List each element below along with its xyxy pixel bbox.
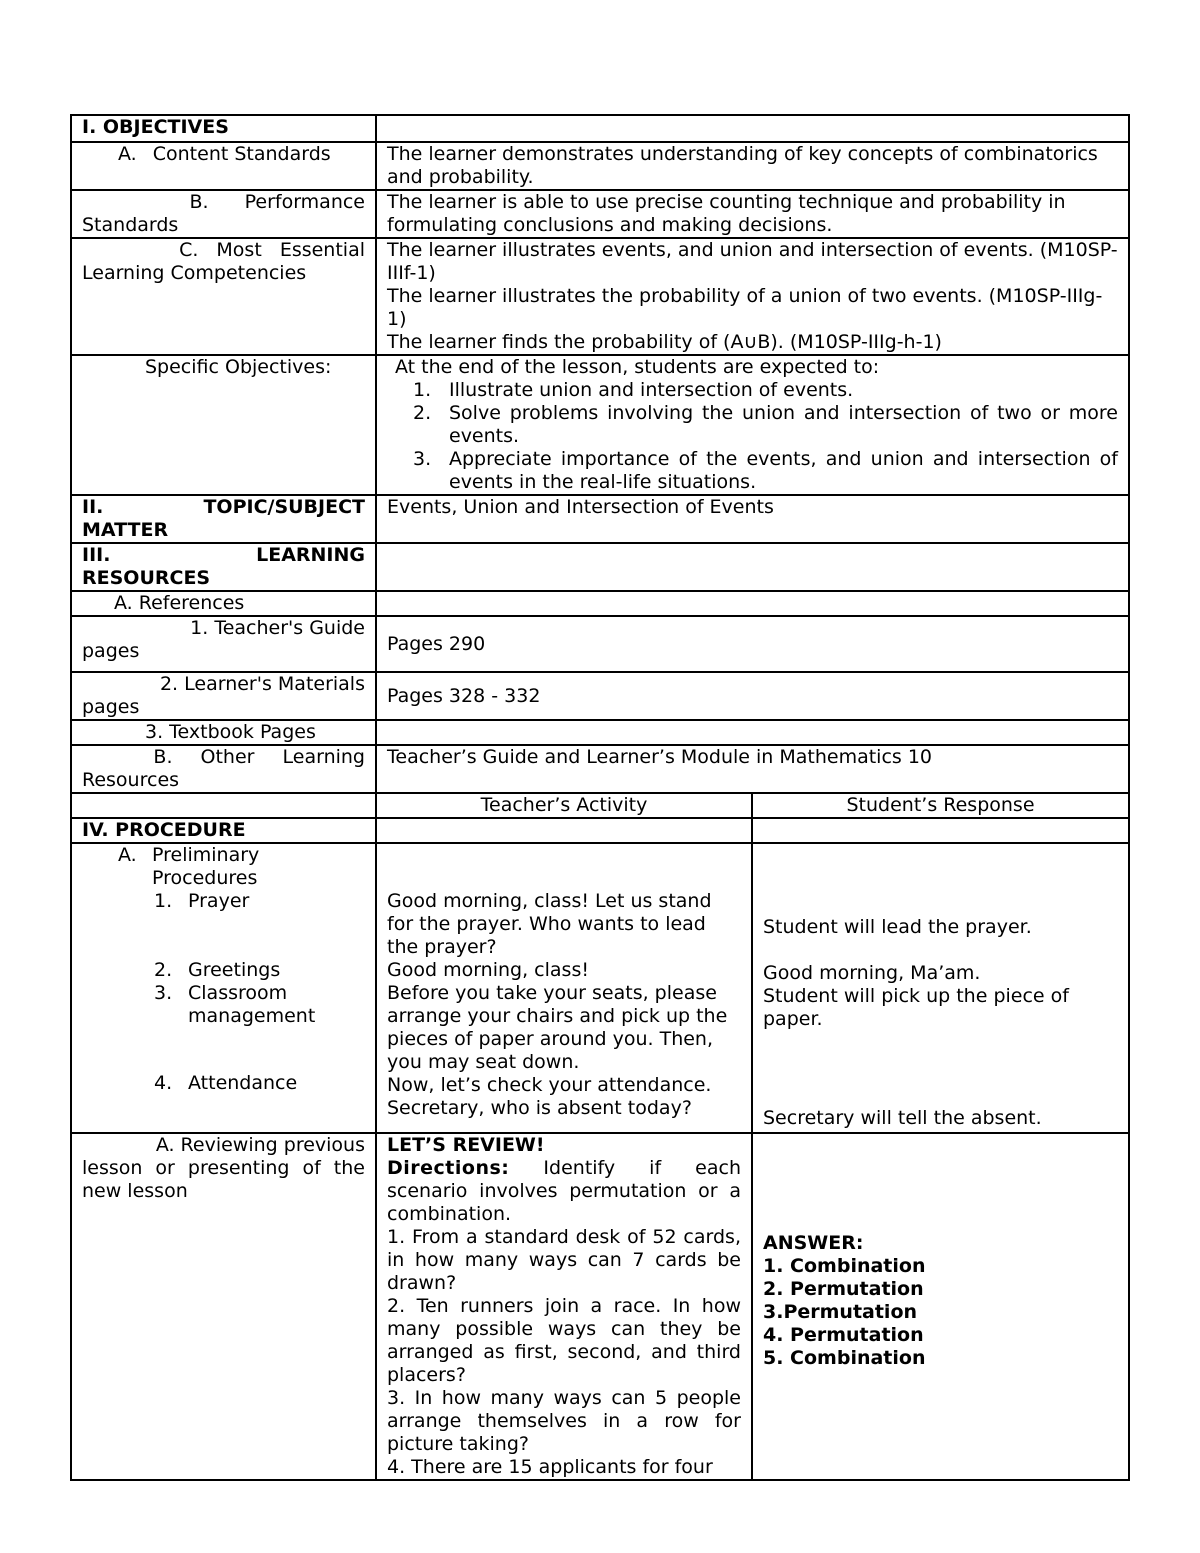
list-item: 2. Greetings	[154, 959, 281, 981]
resources-label: III. LEARNING RESOURCES	[71, 543, 376, 591]
specific-objectives-label: Specific Objectives:	[71, 355, 376, 495]
specific-objectives-value: At the end of the lesson, students are expected to: 1. Illustrate union and intersection of events. 2. Solve problems involving the union and intersection of two or more events. 3. Appreciate importance of the events, and union and intersection of events in the real-life situations.	[376, 355, 1129, 495]
teachers-guide-label: 1. Teacher's Guide pages	[71, 616, 376, 672]
topic-value: Events, Union and Intersection of Events	[376, 495, 1129, 543]
list-item: 4. Attendance	[154, 1072, 298, 1094]
content-standards-row	[71, 142, 1129, 190]
learners-materials-row	[71, 672, 1129, 720]
performance-standards-value: The learner is able to use precise counting technique and probability in formulating conclusions and making decisions.	[376, 190, 1129, 238]
other-resources-label: B. Other Learning Resources	[71, 745, 376, 793]
references-row	[71, 591, 1129, 616]
list-item: 1. Illustrate union and intersection of events.	[413, 379, 854, 401]
answer-item: 2. Permutation	[763, 1278, 924, 1300]
learners-materials-label: 2. Learner's Materials pages	[71, 672, 376, 720]
performance-standards-label: B. Performance Standards	[71, 190, 376, 238]
preliminary-label: A. Preliminary Procedures 1. Prayer 2. Greetings 3. Classroom management 4. Attendance	[71, 843, 376, 1133]
teacher-activity-header: Teacher’s Activity	[376, 793, 752, 818]
topic-row	[71, 495, 1129, 543]
specific-objectives-list	[387, 379, 1118, 494]
review-question: 2. Ten runners join a race. In how many possible ways can they be arranged as first, second, and third placers?	[387, 1295, 741, 1386]
list-item: 2. Solve problems involving the union and intersection of two or more events.	[413, 402, 1118, 447]
review-label: A. Reviewing previous lesson or presenting of the new lesson	[71, 1133, 376, 1480]
procedure-header-row	[71, 793, 1129, 818]
resources-row	[71, 543, 1129, 591]
performance-standards-row	[71, 190, 1129, 238]
competency-2: The learner illustrates the probability of a union of two events. (M10SP-IIIg-1)	[387, 285, 1103, 330]
topic-label: II. TOPIC/SUBJECT MATTER	[71, 495, 376, 543]
competencies-value	[376, 238, 1129, 355]
answer-item: 1. Combination	[763, 1255, 926, 1277]
objectives-heading: I. OBJECTIVES	[71, 115, 376, 142]
specific-objectives-row	[71, 355, 1129, 495]
competencies-row	[71, 238, 1129, 355]
review-answers	[752, 1133, 1129, 1480]
teachers-guide-value: Pages 290	[376, 616, 1129, 672]
other-resources-row	[71, 745, 1129, 793]
answer-item: 5. Combination	[763, 1347, 926, 1369]
preliminary-student: Student will lead the prayer. Good morning, Ma’am. Student will pick up the piece of paper. Secretary will tell the absent.	[752, 843, 1129, 1133]
textbook-row	[71, 720, 1129, 745]
content-standards-value: The learner demonstrates understanding of key concepts of combinatorics and probability.	[376, 142, 1129, 190]
content-standards-label: A. Content Standards	[71, 142, 376, 190]
review-question: 3. In how many ways can 5 people arrange themselves in a row for picture taking?	[387, 1387, 741, 1455]
teachers-guide-row	[71, 616, 1129, 672]
list-item: 3. Appreciate importance of the events, and union and intersection of events in the real-life situations.	[413, 448, 1118, 493]
references-label: A. References	[71, 591, 376, 616]
competency-3: The learner finds the probability of (A∪B). (M10SP-IIIg-h-1)	[387, 331, 942, 353]
preliminary-teacher: Good morning, class! Let us stand for the prayer. Who wants to lead the prayer? Good morning, class! Before you take your seats, please arrange your chairs and pick up the pieces of paper around you. Then, you may seat down. Now, let’s check your attendance. Secretary, who is absent today?	[376, 843, 752, 1133]
competencies-label: C. Most Essential Learning Competencies	[71, 238, 376, 355]
list-item: 3. Classroom	[154, 982, 288, 1004]
list-item: 1. Prayer	[154, 890, 250, 912]
preliminary-row	[71, 843, 1129, 1133]
lesson-plan-table	[70, 114, 1130, 1481]
procedure-row	[71, 818, 1129, 843]
other-resources-value: Teacher’s Guide and Learner’s Module in Mathematics 10	[376, 745, 1129, 793]
learners-materials-value: Pages 328 - 332	[376, 672, 1129, 720]
competency-1: The learner illustrates events, and union and intersection of events. (M10SP-IIIf-1)	[387, 239, 1118, 284]
review-question: 1. From a standard desk of 52 cards, in how many ways can 7 cards be drawn?	[387, 1226, 741, 1294]
answer-item: 4. Permutation	[763, 1324, 924, 1346]
objectives-row	[71, 115, 1129, 142]
review-row	[71, 1133, 1129, 1480]
review-question: 4. There are 15 applicants for four	[387, 1456, 713, 1478]
review-teacher: LET’S REVIEW! Directions: Identify if each scenario involves permutation or a combination. 1. From a standard desk of 52 cards, in how many ways can 7 cards be drawn? 2. Ten runners join a race. In how many possible ways can they be arranged as first, second, and third placers? 3. In how many ways can 5 people arrange themselves in a row for picture taking? 4. There are 15 applicants for four	[376, 1133, 752, 1480]
student-response-header: Student’s Response	[752, 793, 1129, 818]
textbook-label: 3. Textbook Pages	[71, 720, 376, 745]
procedure-heading: IV. PROCEDURE	[71, 818, 376, 843]
answer-label: ANSWER:	[763, 1232, 864, 1254]
answer-item: 3.Permutation	[763, 1301, 918, 1323]
